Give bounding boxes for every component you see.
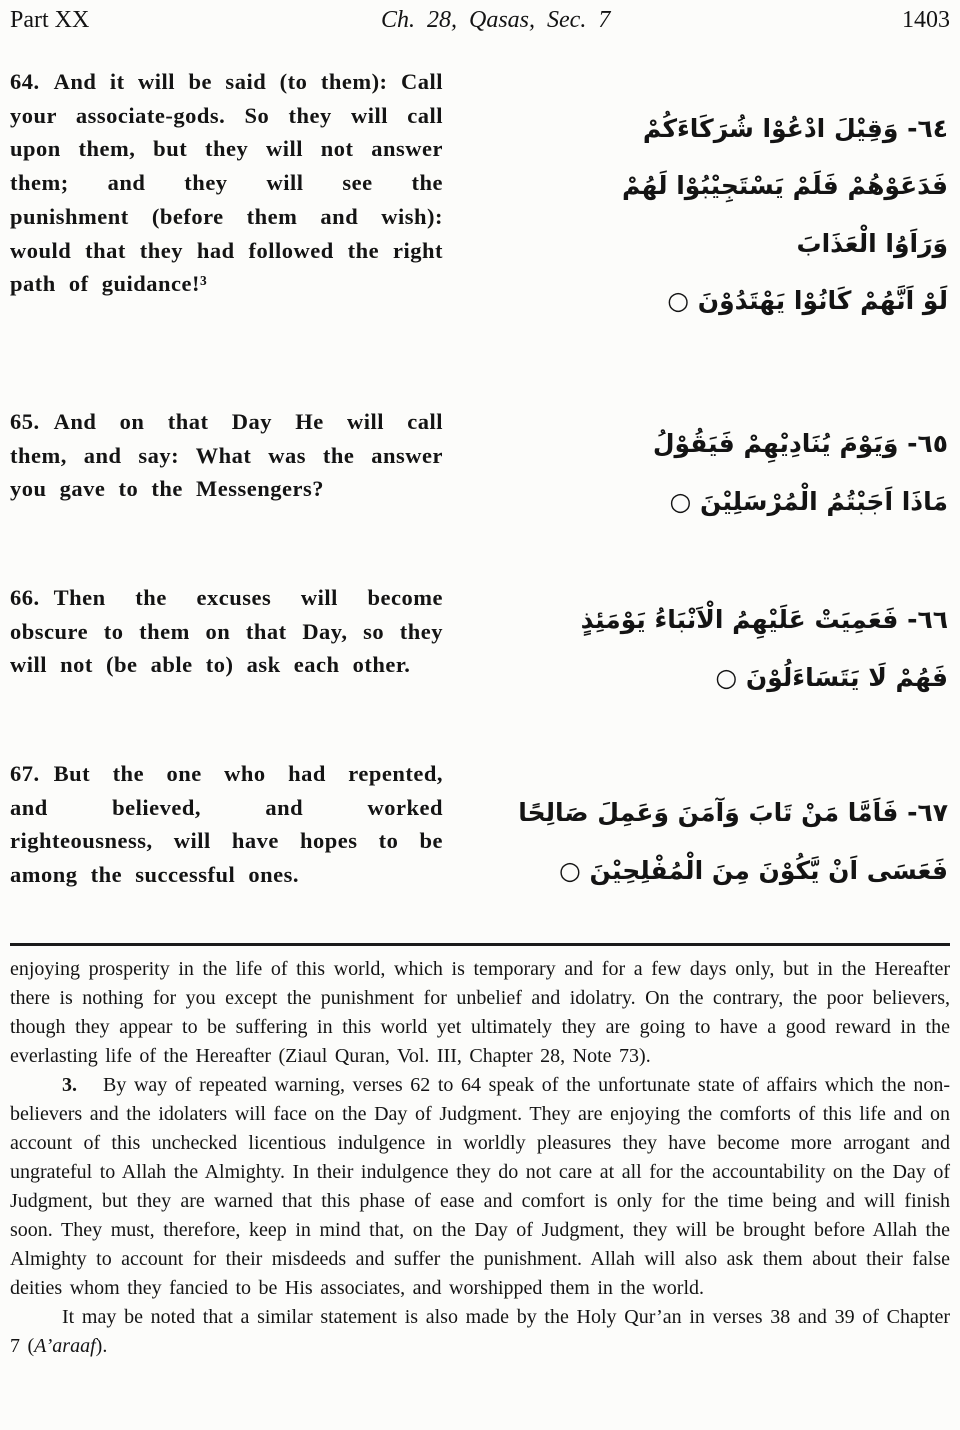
header-chapter-title: Ch. 28, Qasas, Sec. 7 bbox=[381, 7, 611, 33]
arabic-line: ٦٥- وَيَوْمَ يُنَادِيْهِمْ فَيَقُوْلُ bbox=[652, 429, 948, 459]
header-part-label: Part XX bbox=[10, 7, 90, 33]
arabic-line: فَهُمْ لَا يَتَسَاءَلُوْنَ ○ bbox=[715, 662, 948, 692]
verses-section bbox=[10, 65, 950, 927]
verse-67-translation: But the one who had repented, and believed, and worked righteousness, will have hopes to be among the successful ones. bbox=[10, 760, 443, 888]
arabic-line: فَعَسَى اَنْ يَّكُوْنَ مِنَ الْمُفْلِحِيْنَ ○ bbox=[558, 855, 948, 885]
footnote-closing-italic: A’araaf bbox=[34, 1334, 96, 1357]
arabic-line: ٦٤- وَقِيْلَ ادْعُوْا شُرَكَاءَكُمْ bbox=[642, 113, 948, 143]
arabic-line: ٦٦- فَعَمِيَتْ عَلَيْهِمُ الْاَنْبَاءُ يَوْمَئِذٍ bbox=[580, 605, 948, 635]
verse-65-translation: And on that Day He will call them, and say: What was the answer you gave to the Messengers? bbox=[10, 408, 443, 502]
arabic-line: مَاذَا اَجَبْتُمُ الْمُرْسَلِيْنَ ○ bbox=[669, 486, 948, 516]
verse-66-english bbox=[10, 581, 443, 682]
arabic-line: فَدَعَوْهُمْ فَلَمْ يَسْتَجِيْبُوْا لَهُمْ bbox=[622, 171, 948, 201]
footnote-3-text: By way of repeated warning, verses 62 to 64 speak of the unfortunate state of affairs which the non-believers and the idolaters will face on the Day of Judgment. They are enjoying the comforts of this life and on account of this unchecked licentious indulgence in worldly pleasures they have become more arrogant and ungrateful to Allah the Almighty. In their indulgence they do not care at all for the accountability on the Day of Judgment, but they are warned that this phase of ease and comfort is only for the time being and will finish soon. They must, therefore, keep in mind that, on the Day of Judgment, they will be brought before Allah the Almighty to account for their misdeeds and suffer the punishment. Allah will also ask them about their false deities whom they fancied to be His associates, and worshipped them in the world. bbox=[10, 1073, 950, 1299]
footnote-closing bbox=[10, 1303, 950, 1361]
verse-65-number: 65. bbox=[10, 408, 40, 434]
verse-64-number: 64. bbox=[10, 68, 40, 94]
arabic-line: ٦٧- فَاَمَّا مَنْ تَابَ وَآمَنَ وَعَمِلَ صَالِحًا bbox=[518, 798, 948, 828]
verse-65-arabic bbox=[470, 415, 950, 530]
arabic-line: لَوْ اَنَّهُمْ كَانُوْا يَهْتَدُوْنَ ○ bbox=[667, 286, 948, 316]
verse-row-65 bbox=[10, 405, 950, 541]
arabic-line: وَرَاَوُا الْعَذَابَ bbox=[796, 228, 948, 258]
verse-64-arabic bbox=[470, 100, 950, 330]
verse-67-english bbox=[10, 757, 443, 892]
footnote-closing-text: It may be noted that a similar statement is also made by the Holy Qur’an in verses 38 and 39 of Chapter 7 ( bbox=[10, 1305, 950, 1357]
footnotes-section bbox=[10, 943, 950, 1361]
footnote-closing-text-end: ). bbox=[95, 1334, 108, 1357]
footnote-3 bbox=[10, 1071, 950, 1303]
verse-64-english bbox=[10, 65, 443, 301]
header-page-number: 1403 bbox=[902, 7, 950, 33]
verse-66-translation: Then the excuses will become obscure to them on that Day, so they will not (be able to) ask each other. bbox=[10, 584, 443, 678]
page-header bbox=[10, 6, 950, 35]
verse-66-number: 66. bbox=[10, 584, 40, 610]
verse-67-arabic bbox=[470, 784, 950, 899]
verse-row-64 bbox=[10, 65, 950, 365]
verse-67-number: 67. bbox=[10, 760, 40, 786]
footnote-3-number: 3. bbox=[62, 1073, 77, 1096]
verse-row-66 bbox=[10, 581, 950, 717]
verse-65-english bbox=[10, 405, 443, 506]
verse-66-arabic bbox=[470, 591, 950, 706]
verse-row-67 bbox=[10, 757, 950, 927]
verse-64-translation: And it will be said (to them): Call your associate-gods. So they will call upon them, but they will not answer them; and they will see the punishment (before them and wish): would that they had followed the right path of guidance!³ bbox=[10, 68, 443, 297]
footnote-continuation: enjoying prosperity in the life of this world, which is temporary and for a few days only, but in the Hereafter there is nothing for you except the punishment for unbelief and idolatry. On the contrary, the poor believers, though they appear to be suffering in this world yet ultimately they are going to have a good reward in the everlasting life of the Hereafter (Ziaul Quran, Vol. III, Chapter 28, Note 73). bbox=[10, 957, 950, 1067]
